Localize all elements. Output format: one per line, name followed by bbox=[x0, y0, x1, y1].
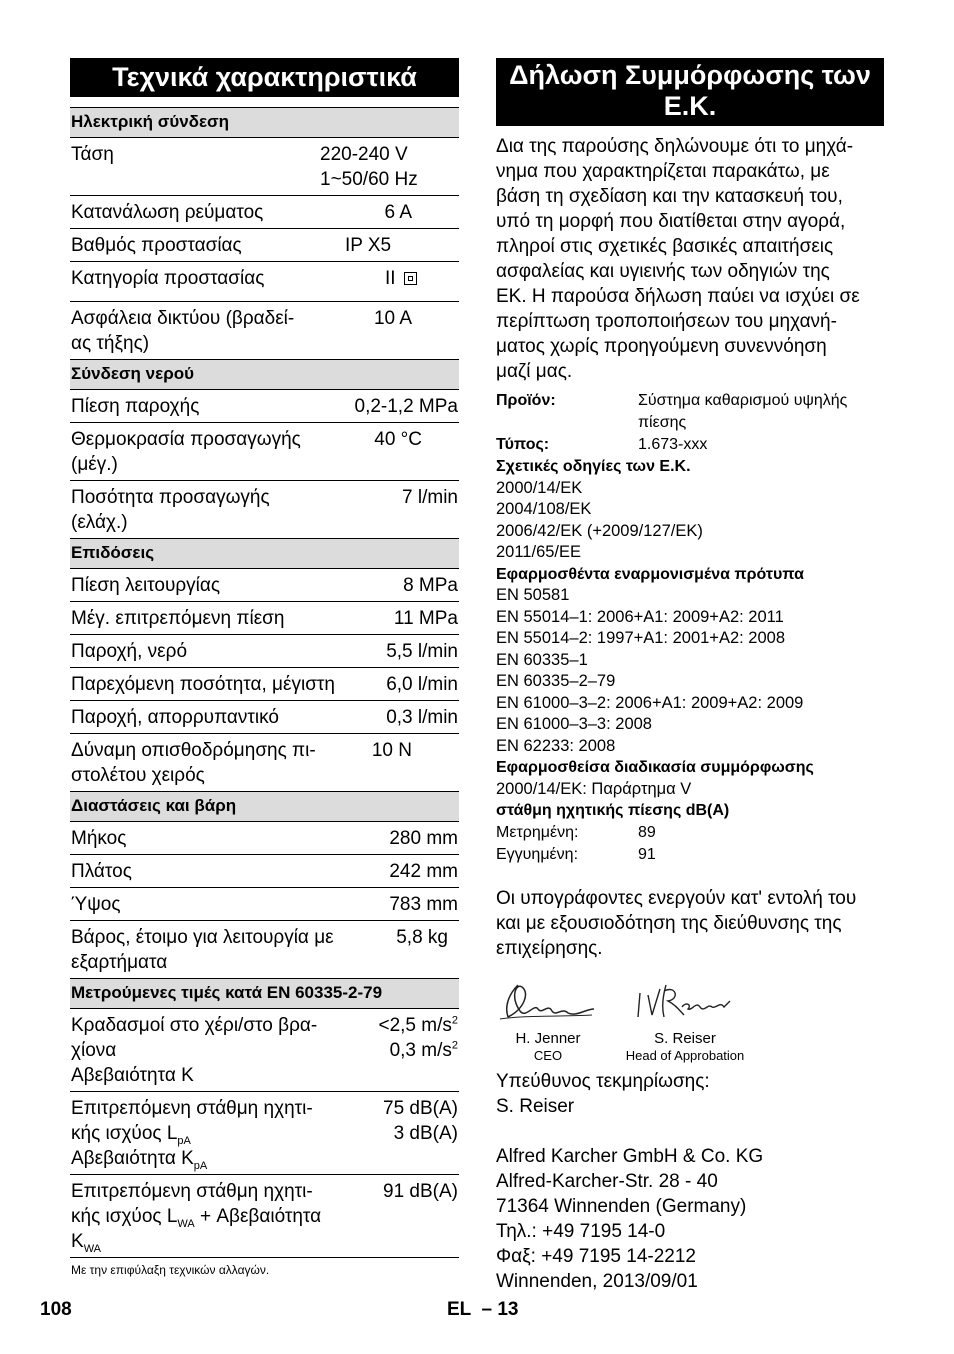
spec-value-text: 5,5 l/min bbox=[386, 641, 458, 662]
protection-class-ii-icon bbox=[404, 272, 417, 285]
directives-heading: Σχετικές οδηγίες των Ε.Κ. bbox=[496, 458, 691, 475]
spec-value-text: 8 MPa bbox=[403, 575, 458, 596]
spec-row bbox=[70, 855, 459, 888]
spec-value-text: 11 MPa bbox=[393, 608, 458, 629]
directives-list bbox=[496, 478, 884, 564]
sound-pa-uncertainty-value: 3 dB(A) bbox=[393, 1123, 458, 1144]
spec-value bbox=[301, 394, 458, 419]
product-row bbox=[496, 390, 884, 434]
procedure-heading: Εφαρμοσθείσα διαδικασία συμμόρφωσης bbox=[496, 759, 814, 776]
ec-declaration-column bbox=[496, 58, 884, 1294]
sound-wa-label-3: K bbox=[71, 1231, 84, 1252]
spec-row bbox=[70, 196, 459, 229]
spec-value bbox=[341, 266, 458, 291]
vibration-label-2: χίονα bbox=[71, 1040, 117, 1061]
spec-label: Ύψος bbox=[71, 894, 121, 915]
sound-level-heading: στάθμη ηχητικής πίεσης dB(A) bbox=[496, 802, 730, 819]
sound-pressure-row bbox=[70, 1092, 459, 1175]
spec-value-text: 5,8 kg bbox=[396, 927, 448, 948]
spec-row bbox=[70, 569, 459, 602]
signature-jenner-scribble bbox=[496, 979, 600, 1025]
directive-item: 2006/42/ΕΚ (+2009/127/ΕΚ) bbox=[496, 521, 703, 540]
spec-value-text: 7 l/min bbox=[402, 487, 458, 508]
sound-wa-subscript: WA bbox=[177, 1217, 195, 1230]
spec-value bbox=[341, 306, 458, 356]
sound-wa-label-2b: + Αβεβαιότητα bbox=[194, 1206, 322, 1227]
spec-value bbox=[341, 485, 458, 535]
ec-declaration-title: Δήλωση Συμμόρφωσης των Ε.Κ. bbox=[496, 58, 884, 126]
signatories-note: Οι υπογράφοντες ενεργούν κατ' εντολή του και με εξουσιοδότηση της διεύθυνσης της επιχείρησης. bbox=[496, 887, 857, 959]
vibration-unit-exp: 2 bbox=[451, 1014, 458, 1027]
standards-heading: Εφαρμοσθέντα εναρμονισμένα πρότυπα bbox=[496, 565, 804, 583]
spec-label: Ασφάλεια δικτύου (βραδεί- ας τήξης) bbox=[71, 308, 295, 354]
type-value: 1.673-xxx bbox=[638, 436, 708, 453]
signatures bbox=[496, 979, 884, 1065]
product-label: Προϊόν: bbox=[496, 392, 556, 409]
signature-reiser-scribble bbox=[620, 979, 750, 1025]
spec-value-text: 0,3 l/min bbox=[386, 707, 458, 728]
spec-table bbox=[70, 107, 459, 1009]
spec-value bbox=[341, 606, 458, 631]
vibration-row bbox=[70, 1009, 459, 1092]
vibration-value: <2,5 m/s bbox=[378, 1015, 452, 1036]
directive-item: 2011/65/ΕΕ bbox=[496, 543, 582, 561]
type-row bbox=[496, 434, 884, 456]
sound-pa-label-1: Επιτρεπόμενη στάθμη ηχητι- bbox=[71, 1098, 313, 1119]
spec-label: Δύναμη οπισθοδρόμησης πι- στολέτου χειρός bbox=[71, 740, 316, 786]
spec-value bbox=[341, 705, 458, 730]
spec-row bbox=[70, 423, 459, 481]
vibration-uncertainty-label: Αβεβαιότητα K bbox=[71, 1065, 194, 1086]
place-date: Winnenden, 2013/09/01 bbox=[496, 1270, 698, 1292]
spec-label: Κατανάλωση ρεύματος bbox=[71, 202, 264, 223]
uncertainty-unit-exp: 2 bbox=[451, 1039, 458, 1052]
measured-label: Μετρημένη: bbox=[496, 823, 579, 841]
guaranteed-label: Εγγυημένη: bbox=[496, 845, 579, 863]
product-value: Σύστημα καθαρισμού υψηλής πίεσης bbox=[638, 392, 848, 431]
page-code: EL – 13 bbox=[447, 1299, 519, 1320]
spec-value-text: IP X5 bbox=[345, 235, 392, 256]
spec-value bbox=[341, 200, 458, 225]
spec-row bbox=[70, 229, 459, 262]
spec-label: Θερμοκρασία προσαγωγής (μέγ.) bbox=[71, 429, 301, 475]
sound-wa-label-1: Επιτρεπόμενη στάθμη ηχητι- bbox=[71, 1181, 313, 1202]
spec-value-text: 242 mm bbox=[389, 861, 458, 882]
spec-value bbox=[341, 738, 458, 788]
spec-value bbox=[341, 892, 458, 917]
signatory-1-role: CEO bbox=[533, 1047, 563, 1063]
section-heading: Μετρούμενες τιμές κατά EN 60335-2-79 bbox=[70, 979, 459, 1009]
spec-value-text: 220-240 V 1~50/60 Hz bbox=[320, 144, 418, 190]
spec-row bbox=[70, 262, 459, 302]
spec-value bbox=[341, 859, 458, 884]
documentation-responsible: Υπεύθυνος τεκμηρίωσης: S. Reiser bbox=[496, 1070, 710, 1117]
section-heading: Ηλεκτρική σύνδεση bbox=[70, 108, 459, 138]
spec-label: Παροχή, νερό bbox=[71, 641, 188, 662]
vibration-uncertainty-value: 0,3 m/s bbox=[389, 1040, 452, 1061]
spec-label: Πλάτος bbox=[71, 861, 132, 882]
standard-item: EN 61000–3–3: 2008 bbox=[496, 715, 652, 733]
spec-label: Ποσότητα προσαγωγής (ελάχ.) bbox=[71, 487, 270, 533]
spec-label: Παρεχόμενη ποσότητα, μέγιστη bbox=[71, 674, 335, 695]
spec-value-text: 280 mm bbox=[389, 828, 458, 849]
standard-item: EN 62233: 2008 bbox=[496, 736, 616, 755]
signature-reiser bbox=[620, 979, 750, 1064]
spec-row bbox=[70, 888, 459, 921]
spec-value bbox=[341, 639, 458, 664]
measured-values bbox=[70, 1009, 459, 1258]
spec-value bbox=[341, 573, 458, 598]
spec-row bbox=[70, 390, 459, 423]
spec-value-text: 6,0 l/min bbox=[386, 674, 458, 695]
spec-row bbox=[70, 921, 459, 979]
spec-value-text: II bbox=[385, 268, 396, 289]
spec-row bbox=[70, 734, 459, 792]
spec-value bbox=[361, 672, 458, 697]
standard-item: EN 60335–1 bbox=[496, 650, 588, 669]
spec-label: Βαθμός προστασίας bbox=[71, 235, 242, 256]
signatory-2-role: Head of Approbation bbox=[625, 1047, 745, 1063]
page-number: 108 bbox=[40, 1299, 72, 1320]
spec-row bbox=[70, 822, 459, 855]
standard-item: EN 61000–3–2: 2006+A1: 2009+A2: 2009 bbox=[496, 693, 804, 712]
spec-value bbox=[341, 427, 458, 477]
signatory-1-name: H. Jenner bbox=[515, 1029, 581, 1047]
spec-value bbox=[356, 925, 458, 975]
sound-wa-value: 91 dB(A) bbox=[383, 1181, 458, 1202]
standard-item: EN 50581 bbox=[496, 586, 570, 604]
sound-pa-uncertainty-label: Αβεβαιότητα K bbox=[71, 1148, 194, 1169]
spec-row bbox=[70, 701, 459, 734]
procedure-value: 2000/14/ΕΚ: Παράρτημα V bbox=[496, 779, 692, 798]
technical-data-title: Τεχνικά χαρακτηριστικά bbox=[70, 58, 459, 97]
declaration-intro: Δια της παρούσης δηλώνουμε ότι το μηχά- νημα που χαρακτηρίζεται παρακάτω, με βάση τη σχεδίαση και την κατασκευή του, υπό τη μορφή που διατίθεται στην αγορά, πληροί στις σχετικές βασικές απαιτήσεις ασφαλείας και υγιεινής των οδηγιών της ΕΚ. Η παρούσα δήλωση παύει να ισχύει σε περίπτωση τροποποιήσεων του μηχανή- ματος χωρίς προηγούμενη συνεννόηση μαζί μας. bbox=[496, 136, 860, 382]
section-heading: Επιδόσεις bbox=[70, 539, 459, 569]
signature-jenner bbox=[496, 979, 600, 1064]
standard-item: EN 55014–1: 2006+A1: 2009+A2: 2011 bbox=[496, 607, 784, 626]
spec-label: Βάρος, έτοιμο για λειτουργία με εξαρτήματα bbox=[71, 927, 334, 973]
guaranteed-row bbox=[496, 844, 884, 866]
vibration-label-1: Κραδασμοί στο χέρι/στο βρα- bbox=[71, 1015, 318, 1036]
standards-list bbox=[496, 585, 884, 757]
spec-value-text: 6 A bbox=[384, 202, 412, 223]
measured-value: 89 bbox=[638, 823, 656, 841]
directive-item: 2004/108/ΕΚ bbox=[496, 500, 592, 518]
sound-wa-label-2: κής ισχύος L bbox=[71, 1206, 178, 1227]
section-heading: Σύνδεση νερού bbox=[70, 360, 459, 390]
standard-item: EN 60335–2–79 bbox=[496, 672, 616, 690]
guaranteed-value: 91 bbox=[638, 845, 656, 863]
spec-label: Κατηγορία προστασίας bbox=[71, 268, 265, 289]
technical-data-column bbox=[70, 58, 459, 1277]
spec-label: Πίεση παροχής bbox=[71, 396, 200, 417]
spec-label: Μήκος bbox=[71, 828, 127, 849]
spec-value-text: 0,2-1,2 MPa bbox=[354, 396, 458, 417]
spec-row bbox=[70, 481, 459, 539]
sound-pa-uncertainty-subscript: pA bbox=[193, 1159, 208, 1172]
spec-row bbox=[70, 302, 459, 360]
sound-pa-value: 75 dB(A) bbox=[383, 1098, 458, 1119]
spec-row bbox=[70, 602, 459, 635]
sound-pa-subscript: pA bbox=[177, 1134, 191, 1147]
spec-label: Μέγ. επιτρεπόμενη πίεση bbox=[71, 608, 285, 629]
section-heading: Διαστάσεις και βάρη bbox=[70, 792, 459, 822]
company-address: Alfred Karcher GmbH & Co. KG Alfred-Karcher-Str. 28 - 40 71364 Winnenden (Germany) Τηλ.: +49 7195 14-0 Φαξ: +49 7195 14-2212 bbox=[496, 1145, 764, 1267]
spec-value bbox=[320, 142, 458, 192]
standard-item: EN 55014–2: 1997+A1: 2001+A2: 2008 bbox=[496, 629, 785, 647]
spec-value-text: 10 N bbox=[371, 740, 412, 761]
spec-row bbox=[70, 138, 459, 196]
spec-value-text: 783 mm bbox=[389, 894, 458, 915]
measured-row bbox=[496, 822, 884, 844]
type-label: Τύπος: bbox=[496, 436, 550, 453]
spec-value-text: 40 °C bbox=[374, 429, 422, 450]
spec-value bbox=[341, 826, 458, 851]
directive-item: 2000/14/ΕΚ bbox=[496, 478, 583, 497]
spec-row bbox=[70, 668, 459, 701]
spec-row bbox=[70, 635, 459, 668]
spec-value-text: 10 A bbox=[373, 308, 412, 329]
footnote: Με την επιφύλαξη τεχνικών αλλαγών. bbox=[71, 1263, 270, 1277]
spec-label: Παροχή, απορρυπαντικό bbox=[71, 707, 279, 728]
signatory-2-name: S. Reiser bbox=[654, 1029, 716, 1047]
sound-wa-uncertainty-subscript: WA bbox=[83, 1242, 101, 1255]
spec-label: Τάση bbox=[71, 144, 114, 165]
spec-label: Πίεση λειτουργίας bbox=[71, 575, 221, 596]
sound-pa-label-2: κής ισχύος L bbox=[71, 1123, 178, 1144]
spec-value bbox=[341, 233, 458, 258]
sound-power-row bbox=[70, 1175, 459, 1258]
